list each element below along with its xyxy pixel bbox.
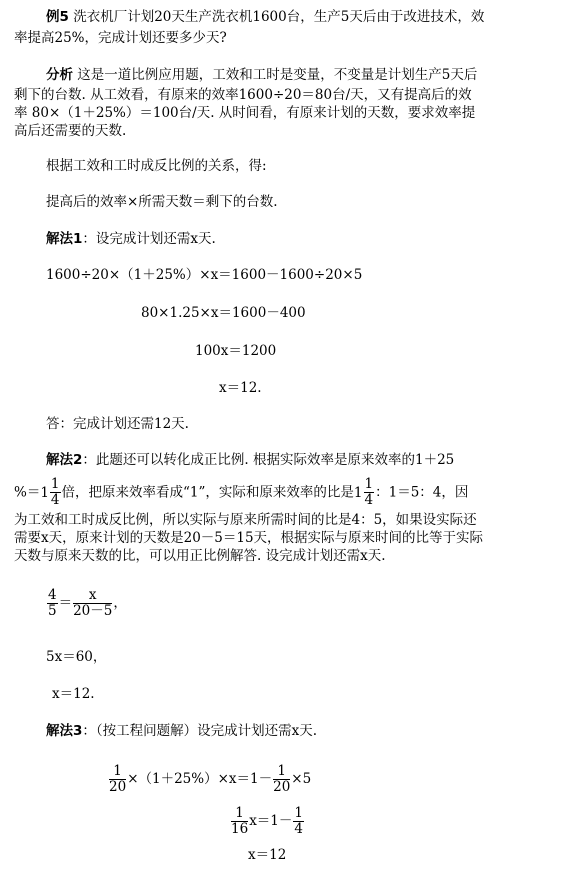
relation-text-1: 根据工效和工时成反比例的关系，得: xyxy=(46,158,267,174)
method1-eq-2: 80×1.25×x＝1600－400 xyxy=(141,305,306,321)
problem-text-2: 率提高25%，完成计划还要多少天? xyxy=(14,30,227,46)
method2-label: 解法2 xyxy=(46,452,83,468)
method3-intro-line xyxy=(46,722,317,740)
method3-label: 解法3 xyxy=(46,723,83,739)
method1-eq-4: x＝12. xyxy=(219,380,262,396)
proportion-tail: ， xyxy=(113,595,127,611)
method2-text-2a: %＝ xyxy=(14,484,41,501)
method3-eq2-mid: x＝1－ xyxy=(249,813,293,829)
analysis-text-4: 高后还需要的天数. xyxy=(14,123,127,139)
method3-eq-2 xyxy=(230,804,305,838)
method2-line-2 xyxy=(14,477,468,508)
method1-eq-3: 100x＝1200 xyxy=(195,343,277,359)
fraction-1-4: $\frac{1}{4}$ xyxy=(294,805,303,837)
method2-text-1: ：此题还可以转化成正比例. 根据实际效率是原来效率的1＋25 xyxy=(82,452,455,468)
method3-eq1-tail: ×5 xyxy=(291,771,312,787)
method2-text-2b: 倍，把原来效率看成“1”，实际和原来效率的比是 xyxy=(61,484,354,501)
method2-text-5: 天数与原来天数的比，可以用正比例解答. 设完成计划还需x天. xyxy=(14,548,386,564)
mixed-number-2: 1 $\frac{1}{4}$ xyxy=(353,476,374,508)
fraction-one-quarter-2: $\frac{1}{4}$ xyxy=(364,476,374,508)
method2-proportion xyxy=(46,586,127,620)
fraction-4-5: $\frac{4}{5}$ xyxy=(48,587,57,619)
problem-line-1 xyxy=(46,8,484,26)
method2-eq-3: x＝12. xyxy=(52,686,95,702)
method2-text-4: 需要x天，原来计划的天数是20－5＝15天，根据实际与原来时间的比等于实际 xyxy=(14,530,484,546)
problem-label: 例5 xyxy=(46,9,69,25)
fraction-one-quarter: $\frac{1}{4}$ xyxy=(50,476,60,508)
method1-label: 解法1 xyxy=(46,231,83,247)
analysis-line-1 xyxy=(46,66,477,84)
fraction-x-15: $\frac{x}{20-5}$ xyxy=(73,587,113,619)
fraction-1-16: $\frac{1}{16}$ xyxy=(231,805,249,837)
problem-text-1: 洗衣机厂计划20天生产洗衣机1600台，生产5天后由于改进技术，效 xyxy=(73,9,485,25)
analysis-text-2: 剩下的台数. 从工效看，有原来的效率1600÷20＝80台/天，又有提高后的效 xyxy=(14,87,472,103)
method2-line-1 xyxy=(46,451,454,469)
method3-intro: ：（按工程问题解）设完成计划还需x天. xyxy=(82,723,318,739)
proportion-equals: ＝ xyxy=(58,595,73,611)
method1-intro-line xyxy=(46,230,216,248)
method2-text-2c: ：1＝5：4，因 xyxy=(375,484,469,501)
method1-answer: 答：完成计划还需12天. xyxy=(46,416,189,432)
method1-intro: ：设完成计划还需x天. xyxy=(82,231,216,247)
mixed-number-1: 1 $\frac{1}{4}$ xyxy=(40,476,60,508)
relation-text-2: 提高后的效率×所需天数＝剩下的台数. xyxy=(46,194,278,210)
method2-eq-2: 5x＝60， xyxy=(46,649,107,665)
fraction-1-20-a: $\frac{1}{20}$ xyxy=(109,763,127,795)
analysis-label: 分析 xyxy=(46,67,73,83)
method3-eq-1 xyxy=(108,762,311,796)
method3-eq-3: x＝12 xyxy=(248,847,287,863)
method1-eq-1: 1600÷20×（1＋25%）×x＝1600－1600÷20×5 xyxy=(46,267,363,283)
method2-text-3: 为工效和工时成反比例，所以实际与原来所需时间的比是4：5，如果设实际还 xyxy=(14,512,477,528)
analysis-text-1: 这是一道比例应用题，工效和工时是变量，不变量是计划生产5天后 xyxy=(77,67,478,83)
fraction-1-20-b: $\frac{1}{20}$ xyxy=(273,763,291,795)
method3-eq1-mid: ×（1＋25%）×x＝1－ xyxy=(127,771,273,787)
analysis-text-3: 率 80×（1＋25%）＝100台/天. 从时间看，有原来计划的天数，要求效率提 xyxy=(14,105,476,121)
